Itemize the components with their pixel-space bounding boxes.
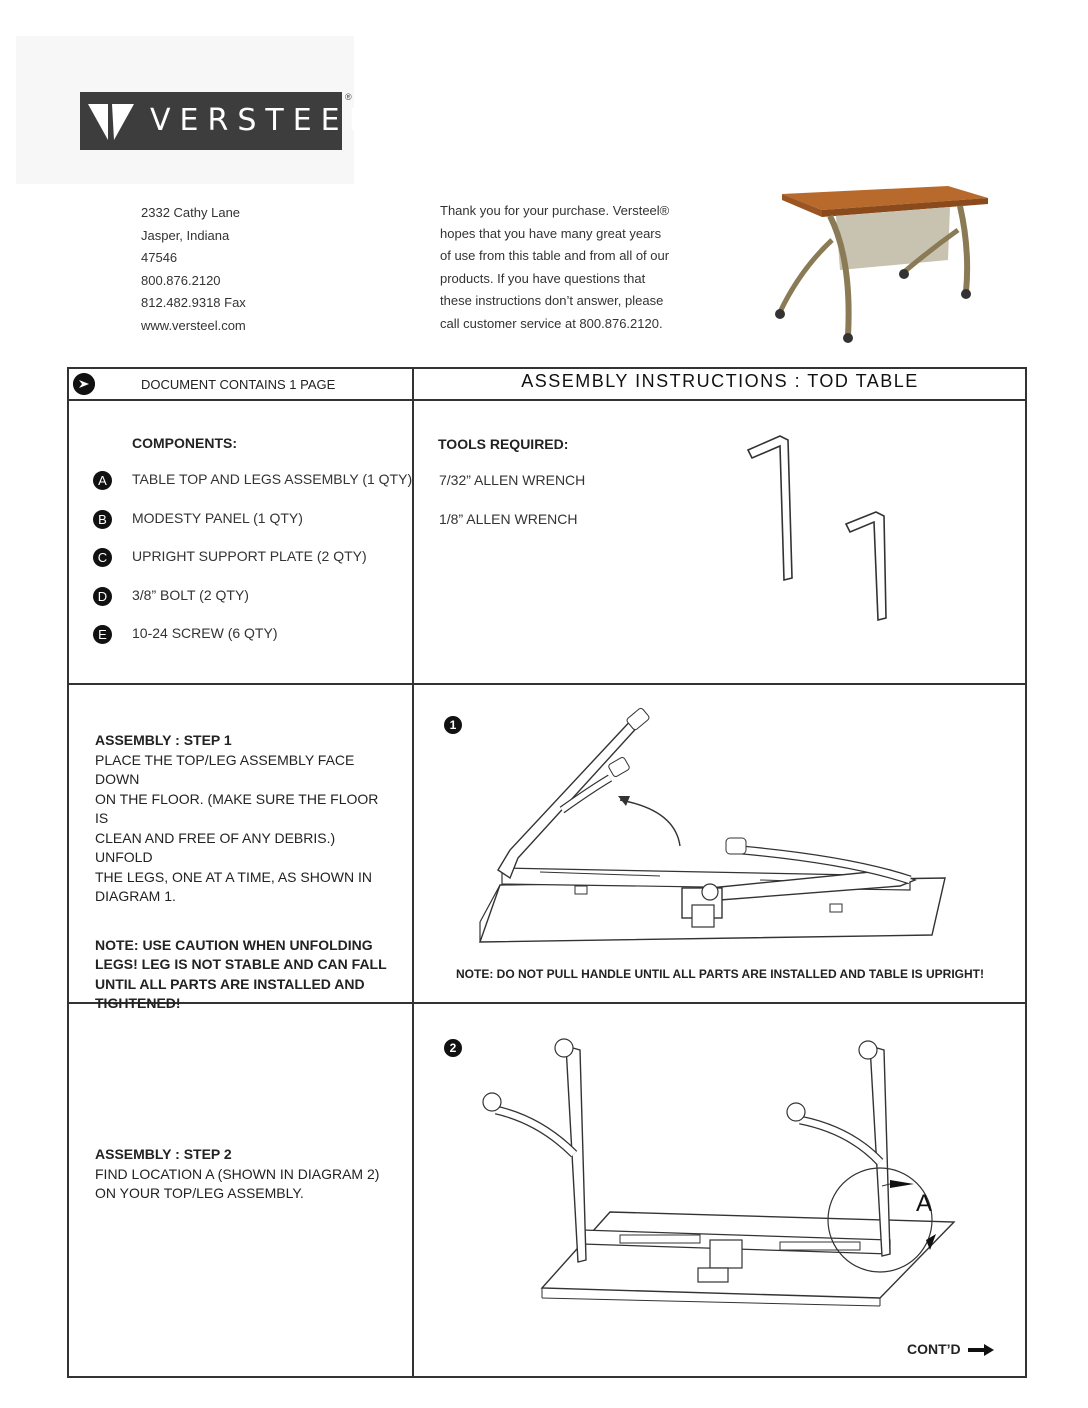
component-item	[93, 471, 412, 490]
step-1-line: DIAGRAM 1.	[95, 888, 176, 904]
component-label: TABLE TOP AND LEGS ASSEMBLY (1 QTY)	[132, 471, 413, 488]
component-letter-badge: D	[93, 587, 112, 606]
thanks-line: Thank you for your purchase. Versteel®	[440, 203, 670, 218]
diagram-2-legs-unfolded	[470, 1030, 970, 1320]
location-a-label: A	[916, 1190, 933, 1217]
address-zip: 47546	[141, 250, 178, 265]
step-2-line: ON YOUR TOP/LEG ASSEMBLY.	[95, 1185, 304, 1201]
step-1-note-line: NOTE: USE CAUTION WHEN UNFOLDING	[95, 936, 373, 953]
tool-item: 1/8” ALLEN WRENCH	[439, 511, 578, 527]
step-2-instructions	[95, 1145, 395, 1204]
step-1-note-line: UNTIL ALL PARTS ARE INSTALLED AND	[95, 975, 365, 992]
component-label: UPRIGHT SUPPORT PLATE (2 QTY)	[132, 548, 367, 565]
versteel-logo-mark-icon	[80, 92, 142, 150]
thank-you-message	[440, 200, 700, 335]
allen-wrench-icon	[740, 430, 900, 625]
component-letter-badge: E	[93, 625, 112, 644]
diagram-1-number-badge: 1	[444, 716, 462, 734]
step-1-heading: ASSEMBLY : STEP 1	[95, 732, 232, 748]
diagram-1-warning-note: NOTE: DO NOT PULL HANDLE UNTIL ALL PARTS ARE INSTALLED AND TABLE IS UPRIGHT!	[456, 967, 984, 981]
component-label: 10-24 SCREW (6 QTY)	[132, 625, 278, 642]
diagram-2-number-badge: 2	[444, 1039, 462, 1057]
thanks-line: hopes that you have many great years	[440, 225, 662, 241]
step-1-line: CLEAN AND FREE OF ANY DEBRIS.) UNFOLD	[95, 829, 336, 865]
diagram-1-unfold-legs	[470, 700, 960, 945]
arrow-right-circle-icon	[73, 373, 95, 395]
address-phone: 800.876.2120	[141, 272, 221, 288]
component-item	[93, 625, 277, 644]
arrow-right-icon	[968, 1344, 994, 1356]
grid-top-border	[68, 367, 1027, 369]
step-1-line: PLACE THE TOP/LEG ASSEMBLY FACE DOWN	[95, 751, 355, 787]
component-item	[93, 587, 249, 606]
grid-row-divider	[68, 683, 1027, 685]
thanks-line: of use from this table and from all of our	[440, 248, 670, 263]
page-title: ASSEMBLY INSTRUCTIONS : TOD TABLE	[521, 371, 919, 391]
components-heading: COMPONENTS:	[132, 435, 237, 451]
component-label: 3/8” BOLT (2 QTY)	[132, 587, 249, 604]
step-1-line: THE LEGS, ONE AT A TIME, AS SHOWN IN	[95, 868, 372, 885]
tod-table-product-image	[760, 180, 1000, 348]
address-fax: 812.482.9318 Fax	[141, 295, 246, 310]
component-letter-badge: C	[93, 548, 112, 567]
component-letter-badge: B	[93, 510, 112, 529]
step-1-line: ON THE FLOOR. (MAKE SURE THE FLOOR IS	[95, 790, 379, 826]
thanks-line: products. If you have questions that	[440, 270, 646, 286]
thanks-line: these instructions don’t answer, please	[440, 293, 664, 308]
step-2-line: FIND LOCATION A (SHOWN IN DIAGRAM 2)	[95, 1165, 380, 1182]
registered-mark: ®	[345, 92, 352, 102]
component-item	[93, 510, 303, 529]
address-street: 2332 Cathy Lane	[141, 205, 241, 220]
step-1-instructions	[95, 731, 395, 1014]
component-letter-badge: A	[93, 471, 112, 490]
step-1-note-line: TIGHTENED!	[95, 995, 181, 1011]
company-address	[141, 202, 246, 337]
grid-header-divider	[68, 399, 1027, 401]
component-label: MODESTY PANEL (1 QTY)	[132, 510, 303, 527]
address-website[interactable]: www.versteel.com	[141, 317, 246, 333]
brand-name: VERSTEEL	[150, 103, 375, 138]
tool-item: 7/32” ALLEN WRENCH	[439, 472, 586, 488]
document-page-count: DOCUMENT CONTAINS 1 PAGE	[141, 377, 336, 392]
grid-left-border	[67, 367, 69, 1378]
grid-right-border	[1025, 367, 1027, 1378]
address-city: Jasper, Indiana	[141, 227, 230, 243]
tools-heading: TOOLS REQUIRED:	[438, 436, 569, 452]
thanks-line: call customer service at 800.876.2120.	[440, 315, 663, 331]
grid-column-divider	[412, 367, 414, 1378]
component-item	[93, 548, 367, 567]
grid-bottom-border	[68, 1376, 1027, 1378]
step-1-note-line: LEGS! LEG IS NOT STABLE AND CAN FALL	[95, 956, 387, 972]
continued-label: CONT’D	[907, 1341, 961, 1357]
step-2-heading: ASSEMBLY : STEP 2	[95, 1146, 232, 1162]
